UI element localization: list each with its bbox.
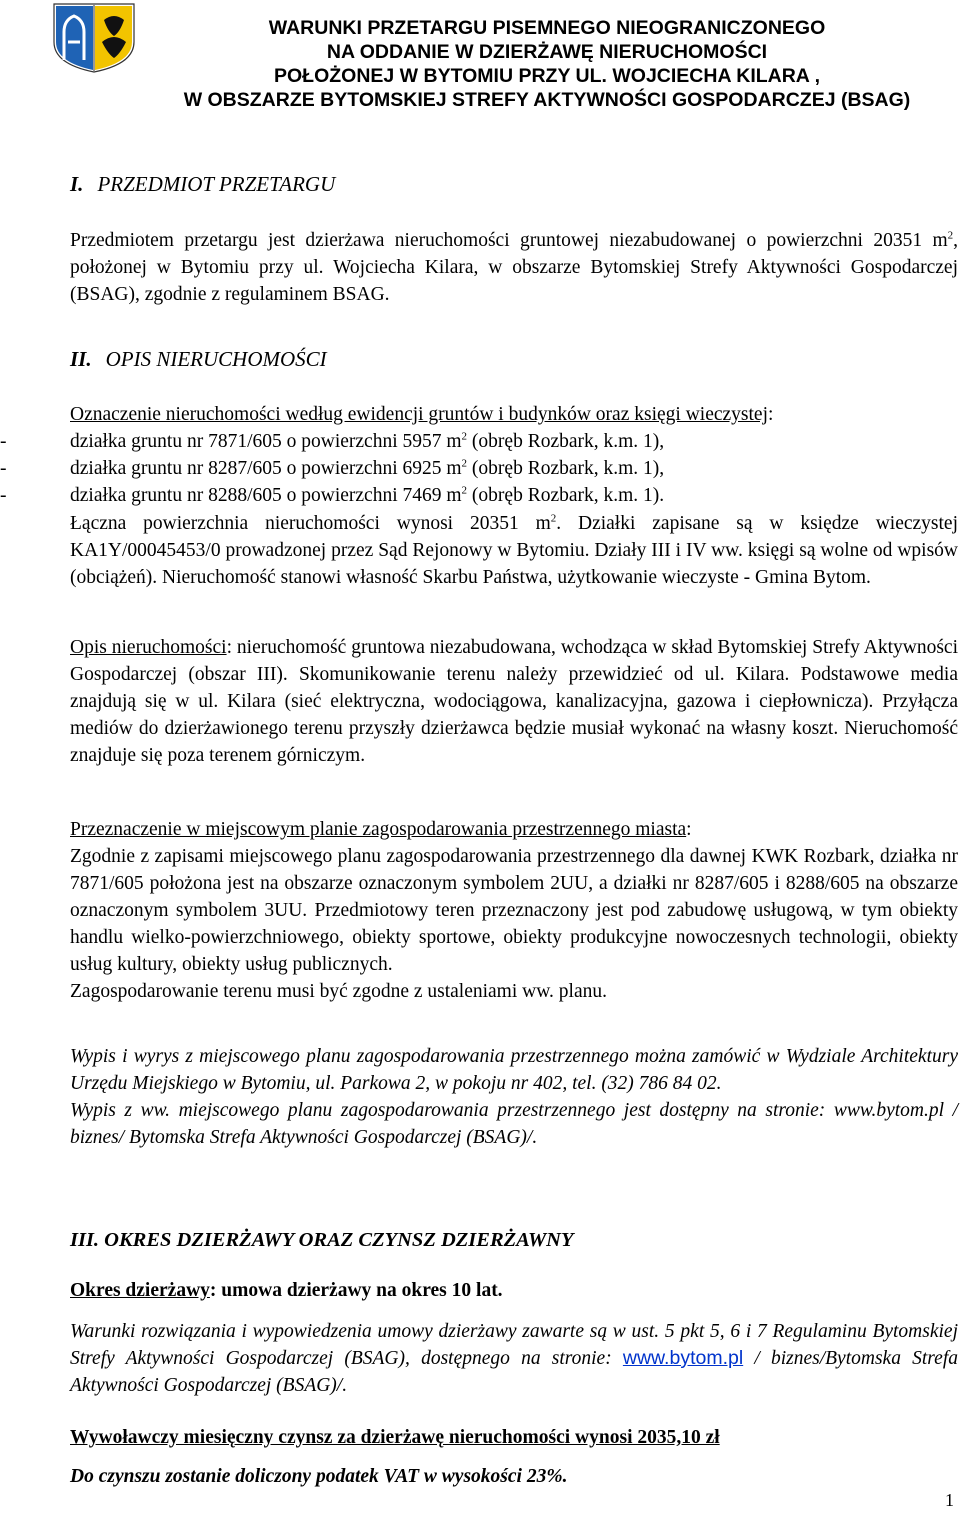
warunki-paragraph bbox=[70, 1318, 958, 1399]
plot-item bbox=[70, 458, 664, 480]
colon: : bbox=[686, 819, 692, 840]
text: (obręb Rozbark, k.m. 1). bbox=[467, 485, 665, 506]
superscript: 2 bbox=[461, 484, 468, 497]
colon: : bbox=[767, 404, 774, 425]
superscript: 2 bbox=[550, 512, 557, 525]
section-1-heading bbox=[70, 172, 335, 197]
page-number: 1 bbox=[945, 1490, 954, 1510]
wypis-paragraph bbox=[70, 1043, 958, 1151]
list-dash: - bbox=[0, 485, 7, 506]
ewid-label-line bbox=[70, 404, 773, 426]
czynsz-line: Wywoławczy miesięczny czynsz za dzierżawę nieruchomości wynosi 2035,10 zł bbox=[70, 1427, 720, 1448]
vat-line: Do czynszu zostanie doliczony podatek VAT w wysokości 23%. bbox=[70, 1466, 568, 1487]
bytom-link[interactable]: www.bytom.pl bbox=[622, 1347, 744, 1369]
text: , położonej w Bytomiu przy ul. Wojciecha Kilara, w obszarze Bytomskiej Strefy Aktywności Gospodarczej (BSAG), zgodnie z regulaminem BSAG. bbox=[70, 230, 958, 305]
city-crest-logo bbox=[50, 2, 138, 74]
text: Warunki rozwiązania i wypowiedzenia umowy dzierżawy zawarte są w ust. 5 pkt 5, 6 i 7 Regulaminu Bytomskiej Strefy Aktywności Gospodarczej (BSAG), dostępnego na stronie: bbox=[70, 1321, 958, 1369]
opis-paragraph bbox=[70, 634, 958, 769]
przeznaczenie-label: Przeznaczenie w miejscowym planie zagospodarowania przestrzennego miasta bbox=[70, 819, 687, 840]
text: Łączna powierzchnia nieruchomości wynosi 20351 m bbox=[70, 513, 551, 534]
section-title: PRZEDMIOT PRZETARGU bbox=[97, 172, 336, 196]
list-dash: - bbox=[0, 431, 7, 452]
text: Przedmiotem przetargu jest dzierżawa nieruchomości gruntowej niezabudowanej o powierzchni 20351 m bbox=[70, 230, 948, 251]
okres-line bbox=[70, 1280, 503, 1302]
section-2-heading bbox=[70, 347, 327, 372]
przeznaczenie-paragraph bbox=[70, 816, 958, 1005]
ewid-label: Oznaczenie nieruchomości według ewidencji gruntów i budynków oraz księgi wieczystej bbox=[70, 404, 768, 425]
superscript: 2 bbox=[461, 457, 468, 470]
title-line: W OBSZARZE BYTOMSKIEJ STREFY AKTYWNOŚCI GOSPODARCZEJ (BSAG) bbox=[183, 89, 911, 111]
section-1-paragraph bbox=[70, 227, 958, 308]
text: (obręb Rozbark, k.m. 1), bbox=[467, 431, 665, 452]
section-number: II. bbox=[70, 347, 92, 371]
section-title: OPIS NIERUCHOMOŚCI bbox=[105, 347, 327, 371]
total-area-paragraph bbox=[70, 510, 958, 591]
document-title bbox=[142, 16, 952, 112]
superscript: 2 bbox=[461, 430, 468, 443]
title-line: POŁOŻONEJ W BYTOMIU PRZY UL. WOJCIECHA KILARA , bbox=[273, 65, 821, 87]
list-dash: - bbox=[0, 458, 7, 479]
text: Zagospodarowanie terenu musi być zgodne z ustaleniami ww. planu. bbox=[70, 981, 607, 1002]
opis-label: Opis nieruchomości bbox=[70, 637, 227, 658]
text: Wypis i wyrys z miejscowego planu zagospodarowania przestrzennego można zamówić w Wydziale Architektury Urzędu Miejskiego w Bytomiu, ul. Parkowa 2, w pokoju nr 402, tel. (32) 786 84 02. bbox=[70, 1046, 958, 1094]
text: / biznes/Bytomska Strefa Aktywności Gospodarczej (BSAG)/. bbox=[70, 1348, 958, 1396]
plot-item bbox=[70, 431, 664, 453]
title-line: NA ODDANIE W DZIERŻAWĘ NIERUCHOMOŚCI bbox=[326, 41, 768, 63]
superscript: 2 bbox=[947, 229, 954, 242]
title-line: WARUNKI PRZETARGU PISEMNEGO NIEOGRANICZONEGO bbox=[268, 17, 826, 39]
plot-item bbox=[70, 485, 664, 507]
text: (obręb Rozbark, k.m. 1), bbox=[467, 458, 665, 479]
text: działka gruntu nr 8288/605 o powierzchni 7469 m bbox=[70, 485, 462, 506]
text: : nieruchomość gruntowa niezabudowana, wchodząca w skład Bytomskiej Strefy Aktywności Gospodarczej (obszar III). Skomunikowanie terenu należy przewidzieć od ul. Kilara. Podstawowe media znajdują się w ul. Kilara (sieć elektryczna, wodociągowa, kanalizacyjna, gazowa i ciepłownicza). Przyłącza mediów do dzierżawionego terenu przyszły dzierżawca będzie musiał wykonać na własny koszt. Nieruchomość znajduje się poza terenem górniczym. bbox=[70, 637, 958, 766]
text: działka gruntu nr 8287/605 o powierzchni 6925 m bbox=[70, 458, 462, 479]
section-3-heading: III. OKRES DZIERŻAWY ORAZ CZYNSZ DZIERŻAWNY bbox=[70, 1229, 574, 1251]
text: Wypis z ww. miejscowego planu zagospodarowania przestrzennego jest dostępny na stronie: www.bytom.pl / biznes/ Bytomska Strefa Aktywności Gospodarczej (BSAG)/. bbox=[70, 1100, 958, 1148]
text: . Działki zapisane są w księdze wieczystej KA1Y/00045453/0 prowadzonej przez Sąd Rejonowy w Bytomiu. Działy III i IV ww. księgi są wolne od wpisów (obciążeń). Nieruchomość stanowi własność Skarbu Państwa, użytkowanie wieczyste - Gmina Bytom. bbox=[70, 513, 958, 588]
section-number: I. bbox=[70, 172, 84, 196]
okres-label: Okres dzierżawy bbox=[70, 1280, 210, 1301]
text: Zgodnie z zapisami miejscowego planu zagospodarowania przestrzennego dla dawnej KWK Rozbark, działka nr 7871/605 położona jest na obszarze oznaczonym symbolem 2UU, a działki nr 8287/605 i 8288/605 na obszarze oznaczonym symbolem 3UU. Przedmiotowy teren przeznaczony jest pod zabudowę usługową, w tym obiekty handlu wielko-powierzchniowego, obiekty sportowe, obiekty produkcyjne nowoczesnych technologii, obiekty usług kultury, obiekty usług publicznych. bbox=[70, 846, 958, 975]
text: : umowa dzierżawy na okres 10 lat. bbox=[209, 1280, 503, 1301]
text: działka gruntu nr 7871/605 o powierzchni 5957 m bbox=[70, 431, 462, 452]
